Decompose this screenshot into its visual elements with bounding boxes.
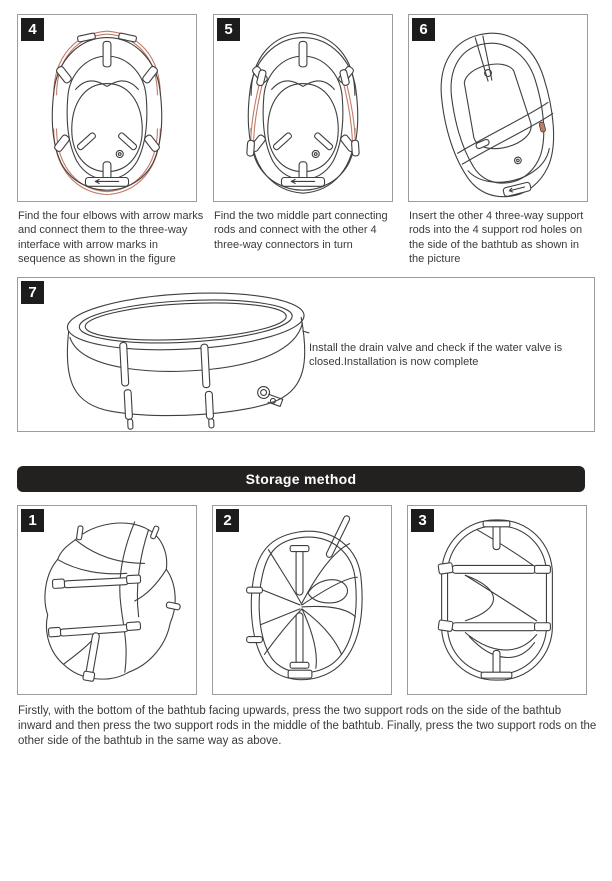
storage-method-banner [17, 466, 585, 492]
storage-step-3-panel [407, 505, 587, 695]
step-number-badge: 5 [217, 18, 240, 41]
diagram-folded-tub-stage-2-icon [213, 506, 391, 694]
assembly-step-7-caption: Install the drain valve and check if the water valve is closed.Installation is now complete [309, 342, 563, 369]
storage-caption: Firstly, with the bottom of the bathtub facing upwards, press the two support rods on the side of the bathtub inward and then press the two support rods in the middle of the bathtub. Finally, press the two support rods on the other side of the bathtub in the same way as above. [18, 705, 597, 747]
storage-step-2-panel [212, 505, 392, 695]
diagram-folded-tub-stage-3-icon [408, 506, 586, 694]
step-number-badge: 6 [412, 18, 435, 41]
storage-step-1-panel [17, 505, 197, 695]
step-number-badge: 3 [411, 509, 434, 532]
diagram-tub-top-view-middle-rods-icon [214, 15, 392, 201]
assembly-step-5-panel [213, 14, 393, 202]
step-number-badge: 4 [21, 18, 44, 41]
step-number-badge: 1 [21, 509, 44, 532]
assembly-step-5-caption: Find the two middle part connecting rods and connect with the other 4 three-way connectors in turn [214, 210, 388, 251]
assembly-step-6-panel [408, 14, 588, 202]
assembly-step-7-panel [17, 277, 595, 432]
diagram-tub-tilted-support-rods-icon [409, 15, 587, 201]
step-number-badge: 2 [216, 509, 239, 532]
diagram-folded-tub-stage-1-icon [18, 506, 196, 694]
diagram-tub-top-view-elbows-icon [18, 15, 196, 201]
storage-method-banner-label: Storage method [245, 471, 357, 487]
assembly-step-4-panel [17, 14, 197, 202]
step-number-badge: 7 [21, 281, 44, 304]
assembly-step-4-caption: Find the four elbows with arrow marks and connect them to the three-way interface with arrow marks in sequence as shown in the figure [18, 210, 204, 265]
assembly-step-6-caption: Insert the other 4 three-way support rods into the 4 support rod holes on the side of the bathtub as shown in the picture [409, 210, 584, 265]
